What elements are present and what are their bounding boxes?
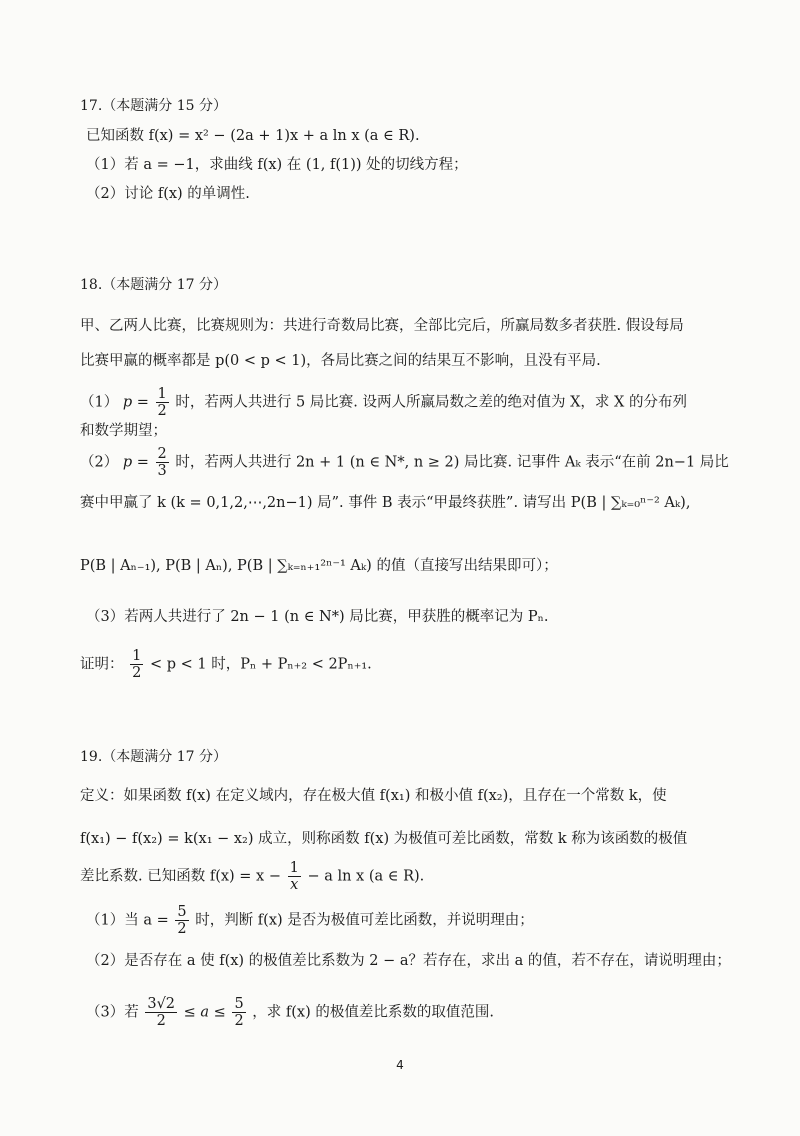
q19-part1-numerator: 5: [177, 904, 187, 920]
q19-part3: [86, 996, 760, 1029]
q19-part1-denominator: 2: [177, 921, 187, 937]
q18-part2-line2: 赛中甲赢了 k (k = 0,1,2,⋯,2n−1) 局”. 事件 B 表示“甲最终获胜”. 请写出 P(B | ∑ₖ₌₀ⁿ⁻² Aₖ),: [80, 495, 691, 511]
q19-definition-line3: [80, 860, 760, 893]
q18-part1: [80, 386, 760, 419]
q19-part1-rest: 时，判断 f(x) 是否为极值可差比函数，并说明理由；: [195, 912, 534, 929]
q18-part1-rest: 时，若两人共进行 5 局比赛. 设两人所赢局数之差的绝对值为 X，求 X 的分布列: [175, 394, 687, 411]
q19-heading: 19.（本题满分 17 分）: [80, 749, 227, 765]
q19-part1-prefix: （1）当 a =: [86, 912, 169, 929]
q18-stem-line2: 比赛甲赢的概率都是 p(0 < p < 1)，各局比赛之间的结果互不影响，且没有平局.: [80, 353, 601, 369]
q18-part2-denominator: 3: [157, 463, 167, 479]
q19-part1: [86, 904, 760, 937]
q19-part3-numerator1: 3√2: [147, 996, 176, 1012]
q19-def3-prefix: 差比系数. 已知函数 f(x) = x −: [80, 868, 281, 885]
q18-proof-denominator: 2: [132, 665, 142, 681]
q17-part2: （2）讨论 f(x) 的单调性.: [86, 186, 250, 202]
q19-def3-denominator: x: [290, 877, 299, 893]
q18-heading: 18.（本题满分 17 分）: [80, 277, 227, 293]
q19-part3-numerator2: 5: [234, 996, 244, 1012]
q19-def3-fraction: [288, 860, 301, 893]
q18-part1-denominator: 2: [157, 403, 167, 419]
q17-heading: 17.（本题满分 15 分）: [80, 98, 227, 114]
q19-part3-rest: ，求 f(x) 的极值差比系数的取值范围.: [252, 1004, 494, 1021]
q17-stem: 已知函数 f(x) = x² − (2a + 1)x + a ln x (a ∈ R).: [86, 128, 420, 144]
q18-part2-line3: P(B | Aₙ₋₁), P(B | Aₙ), P(B | ∑ₖ₌ₙ₊₁²ⁿ⁻¹ Aₖ) 的值（直接写出结果即可）；: [80, 558, 558, 574]
q19-part3-prefix: （3）若: [86, 1004, 139, 1021]
q19-part3-fraction1: [145, 996, 177, 1029]
q18-proof-prefix: 证明：: [80, 656, 124, 673]
q18-proof: [80, 648, 760, 681]
q19-definition-line2: f(x₁) − f(x₂) = k(x₁ − x₂) 成立，则称函数 f(x) 为极值可差比函数，常数 k 称为该函数的极值: [80, 831, 688, 847]
q18-part2-numerator: 2: [157, 446, 167, 462]
q19-part3-mid: ≤ a ≤: [183, 1004, 226, 1021]
page-number: 4: [396, 1058, 404, 1072]
q18-part2-prefix: （2）: [80, 454, 119, 471]
q19-part3-denominator2: 2: [234, 1013, 244, 1029]
q19-definition-line1: 定义：如果函数 f(x) 在定义域内，存在极大值 f(x₁) 和极小值 f(x₂)，且存在一个常数 k，使: [80, 788, 667, 804]
q19-part2: （2）是否存在 a 使 f(x) 的极值差比系数为 2 − a？若存在，求出 a 的值，若不存在，请说明理由；: [86, 953, 731, 969]
q18-stem-line1: 甲、乙两人比赛，比赛规则为：共进行奇数局比赛，全部比完后，所赢局数多者获胜. 假设每局: [80, 318, 684, 334]
q18-part1-line2: 和数学期望；: [80, 423, 167, 439]
q19-part3-fraction2: [232, 996, 245, 1029]
q17-part1: （1）若 a = −1，求曲线 f(x) 在 (1, f(1)) 处的切线方程；: [86, 157, 468, 173]
q19-def3-rest: − a ln x (a ∈ R).: [307, 868, 425, 885]
q18-proof-rest: < p < 1 时，Pₙ + Pₙ₊₂ < 2Pₙ₊₁.: [149, 656, 372, 673]
q18-proof-numerator: 1: [132, 648, 142, 664]
q19-part3-denominator1: 2: [156, 1013, 166, 1029]
q18-part2-rest: 时，若两人共进行 2n + 1 (n ∈ N*, n ≥ 2) 局比赛. 记事件 Aₖ 表示“在前 2n−1 局比: [175, 454, 729, 471]
q18-part1-var: p =: [122, 394, 149, 411]
q18-part3: （3）若两人共进行了 2n − 1 (n ∈ N*) 局比赛，甲获胜的概率记为 Pₙ.: [86, 609, 549, 625]
q18-part2: [80, 446, 760, 479]
q18-part2-fraction: [156, 446, 169, 479]
q18-proof-fraction: [130, 648, 143, 681]
q18-part1-fraction: [156, 386, 169, 419]
q19-def3-numerator: 1: [289, 860, 299, 876]
q18-part2-var: p =: [122, 454, 149, 471]
q19-part1-fraction: [175, 904, 188, 937]
q18-part1-prefix: （1）: [80, 394, 119, 411]
q18-part1-numerator: 1: [157, 386, 167, 402]
